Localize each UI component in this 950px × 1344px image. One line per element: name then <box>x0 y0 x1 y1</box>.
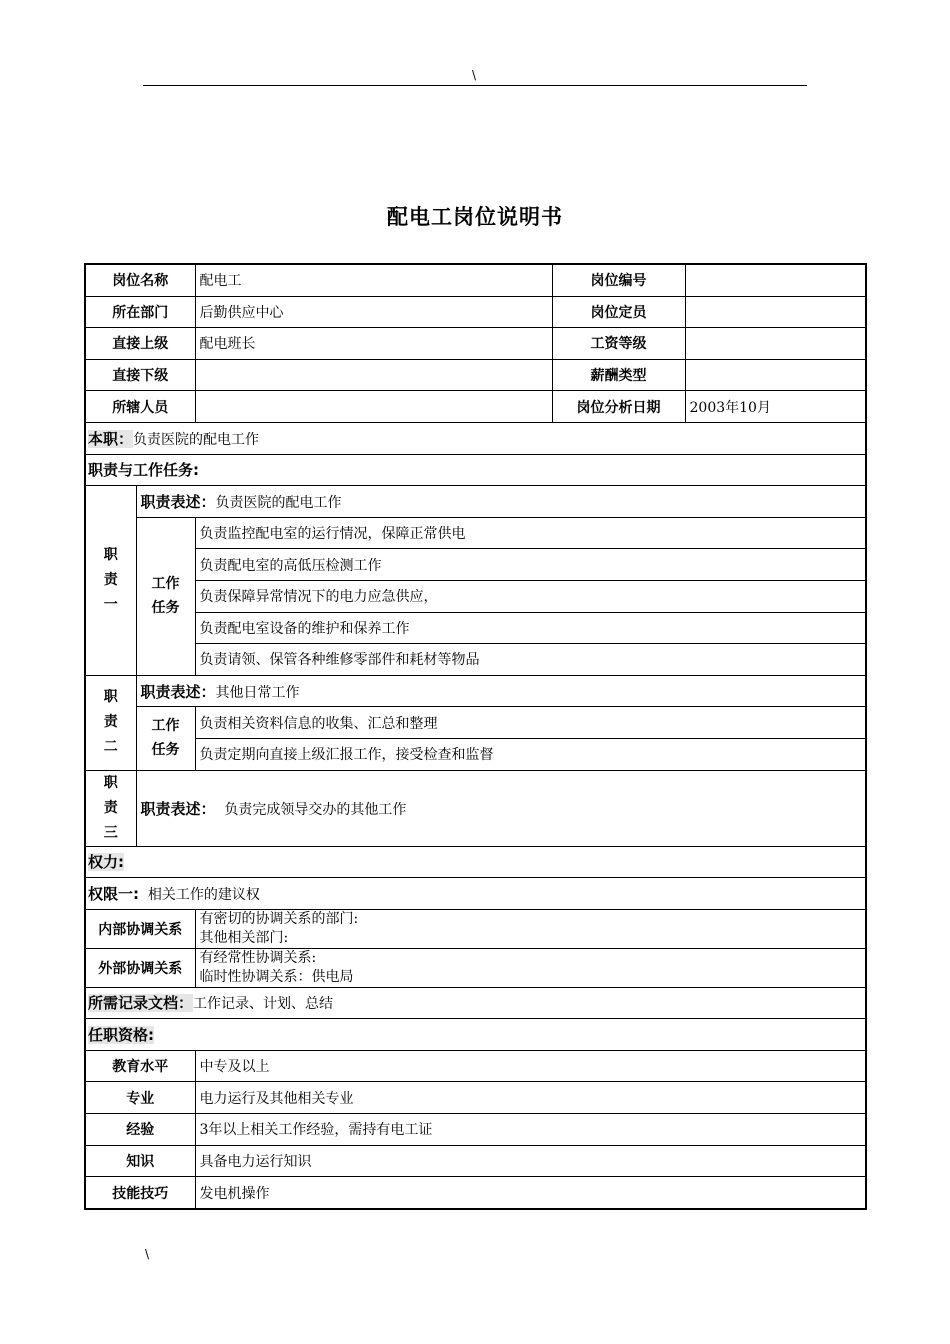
resp1-task-2: 负责配电室的高低压检测工作 <box>195 549 866 581</box>
staff-label: 所辖人员 <box>85 391 195 423</box>
authority-label: 权力: <box>88 853 124 872</box>
qualification-row <box>85 1114 866 1146</box>
row-authority <box>85 846 866 878</box>
resp2-statement: 其他日常工作 <box>215 684 300 701</box>
qualification-row <box>85 1050 866 1082</box>
authority-item-label: 权限一: <box>88 884 139 903</box>
internal-relations-label: 内部协调关系 <box>85 909 195 948</box>
job-name-label: 岗位名称 <box>85 264 195 296</box>
resp2-task-row <box>85 738 866 770</box>
row-duty <box>85 422 866 454</box>
header-rule <box>143 85 807 86</box>
resp2-task-label: 工作 任务 <box>136 707 195 770</box>
qualification-label: 经验 <box>85 1114 195 1146</box>
superior-label: 直接上级 <box>85 328 195 360</box>
row-superior <box>85 328 866 360</box>
row-authority-item <box>85 878 866 910</box>
row-job-name <box>85 264 866 296</box>
qualification-label: 教育水平 <box>85 1050 195 1082</box>
resp1-task-4: 负责配电室设备的维护和保养工作 <box>195 612 866 644</box>
row-internal-relations <box>85 909 866 948</box>
analysis-date-value: 2003年10月 <box>685 391 866 423</box>
page-title: 配电工岗位说明书 <box>387 205 563 229</box>
job-description-table <box>84 263 867 1210</box>
qualification-value: 发电机操作 <box>195 1177 866 1209</box>
resp1-task-1: 负责监控配电室的运行情况，保障正常供电 <box>195 517 866 549</box>
dept-label: 所在部门 <box>85 296 195 328</box>
qualification-label: 知识 <box>85 1145 195 1177</box>
resp1-task-row <box>85 612 866 644</box>
resp3-statement: 负责完成领导交办的其他工作 <box>224 801 407 818</box>
wage-value <box>685 328 866 360</box>
row-dept <box>85 296 866 328</box>
qualification-row <box>85 1145 866 1177</box>
row-subordinate <box>85 359 866 391</box>
staff-value <box>195 391 552 423</box>
resp2-statement-label: 职责表述： <box>140 682 216 701</box>
resp1-statement: 负责医院的配电工作 <box>215 494 342 511</box>
resp1-task-3: 负责保障异常情况下的电力应急供应， <box>195 580 866 612</box>
internal-relations-line1: 有密切的协调关系的部门: <box>199 910 359 927</box>
duty-label: 本职： <box>88 429 134 448</box>
row-external-relations <box>85 948 866 987</box>
resp1-task-label: 工作 任务 <box>136 517 195 675</box>
subordinate-label: 直接下级 <box>85 359 195 391</box>
row-qualifications-header <box>85 1019 866 1051</box>
job-name-value: 配电工 <box>195 264 552 296</box>
qualifications-label: 任职资格: <box>88 1026 154 1045</box>
qualification-value: 中专及以上 <box>195 1050 866 1082</box>
row-staff <box>85 391 866 423</box>
dept-value: 后勤供应中心 <box>195 296 552 328</box>
resp3-label: 职 责 三 <box>85 770 136 846</box>
qualification-value: 3年以上相关工作经验，需持有电工证 <box>195 1114 866 1146</box>
resp3-row <box>85 770 866 846</box>
responsibilities-label: 职责与工作任务: <box>88 461 199 480</box>
qualification-row <box>85 1177 866 1209</box>
resp2-statement-row <box>85 675 866 707</box>
records-label: 所需记录文档： <box>88 994 194 1013</box>
job-no-value <box>685 264 866 296</box>
qualification-value: 电力运行及其他相关专业 <box>195 1082 866 1114</box>
resp1-task-5: 负责请领、保管各种维修零部件和耗材等物品 <box>195 644 866 676</box>
external-relations-line2: 临时性协调关系：供电局 <box>199 968 354 985</box>
resp1-task-row <box>85 517 866 549</box>
row-responsibilities-header <box>85 454 866 486</box>
header-mark: \ <box>472 68 477 82</box>
resp1-task-row <box>85 580 866 612</box>
subordinate-value <box>195 359 552 391</box>
external-relations-line1: 有经常性协调关系: <box>199 949 317 966</box>
pay-type-value <box>685 359 866 391</box>
superior-value: 配电班长 <box>195 328 552 360</box>
qualification-row <box>85 1082 866 1114</box>
resp2-task-row <box>85 707 866 739</box>
resp1-task-row <box>85 549 866 581</box>
qualification-label: 技能技巧 <box>85 1177 195 1209</box>
pay-type-label: 薪酬类型 <box>552 359 685 391</box>
qualification-label: 专业 <box>85 1082 195 1114</box>
row-records <box>85 987 866 1019</box>
wage-label: 工资等级 <box>552 328 685 360</box>
footer-mark: \ <box>145 1247 150 1261</box>
qualification-value: 具备电力运行知识 <box>195 1145 866 1177</box>
resp2-task-2: 负责定期向直接上级汇报工作，接受检查和监督 <box>195 738 866 770</box>
headcount-label: 岗位定员 <box>552 296 685 328</box>
duty-text: 负责医院的配电工作 <box>133 431 260 448</box>
resp2-label: 职 责 二 <box>85 675 136 770</box>
resp1-statement-label: 职责表述： <box>140 492 216 511</box>
resp1-label: 职 责 一 <box>85 486 136 676</box>
records-text: 工作记录、计划、总结 <box>193 996 334 1013</box>
resp3-statement-label: 职责表述： <box>140 799 216 818</box>
resp2-task-1: 负责相关资料信息的收集、汇总和整理 <box>195 707 866 739</box>
external-relations-label: 外部协调关系 <box>85 948 195 987</box>
resp1-task-row <box>85 644 866 676</box>
authority-item-text: 相关工作的建议权 <box>147 886 260 903</box>
headcount-value <box>685 296 866 328</box>
resp1-statement-row <box>85 486 866 518</box>
job-no-label: 岗位编号 <box>552 264 685 296</box>
internal-relations-line2: 其他相关部门: <box>199 929 289 946</box>
analysis-date-label: 岗位分析日期 <box>552 391 685 423</box>
